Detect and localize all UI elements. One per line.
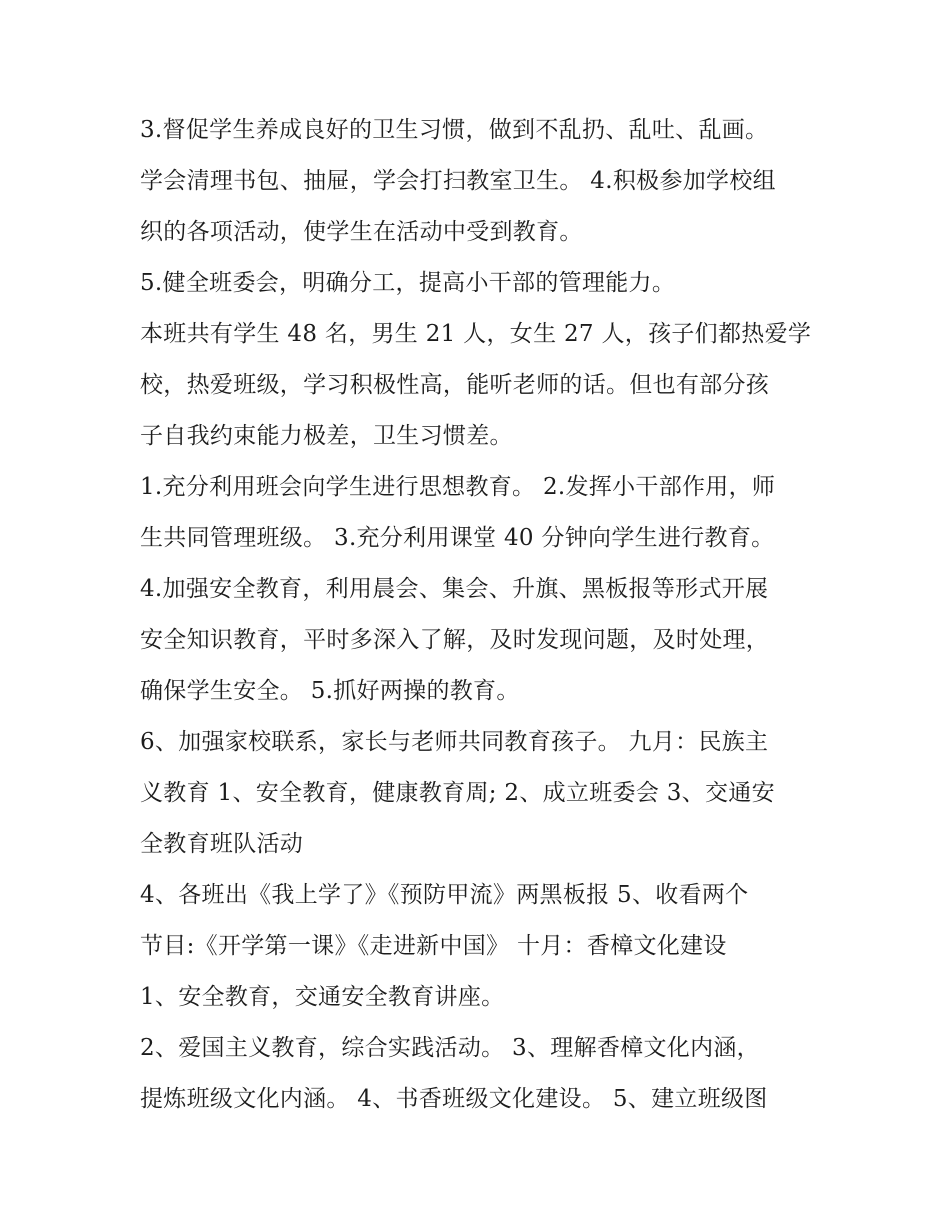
text-line: 提炼班级文化内涵。 4、书香班级文化建设。 5、建立班级图 <box>140 1086 768 1112</box>
text-line: 1、安全教育，交通安全教育讲座。 <box>140 984 505 1010</box>
text-line: 6、加强家校联系，家长与老师共同教育孩子。 九月：民族主 <box>140 729 769 755</box>
text-line: 1.充分利用班会向学生进行思想教育。 2.发挥小干部作用，师 <box>140 474 776 500</box>
text-line: 2、爱国主义教育，综合实践活动。 3、理解香樟文化内涵， <box>140 1035 760 1061</box>
text-line: 生共同管理班级。 3.充分利用课堂 40 分钟向学生进行教育。 <box>140 525 775 551</box>
text-line: 5.健全班委会，明确分工，提高小干部的管理能力。 <box>140 270 676 296</box>
text-line: 校，热爱班级，学习积极性高，能听老师的话。但也有部分孩 <box>140 372 770 398</box>
text-line: 节目:《开学第一课》《走进新中国》 十月：香樟文化建设 <box>140 933 727 959</box>
text-line: 本班共有学生 48 名，男生 21 人，女生 27 人，孩子们都热爱学 <box>140 321 812 347</box>
text-line: 3.督促学生养成良好的卫生习惯，做到不乱扔、乱吐、乱画。 <box>140 117 769 143</box>
text-line: 安全知识教育，平时多深入了解，及时发现问题，及时处理， <box>140 627 770 653</box>
text-line: 4.加强安全教育，利用晨会、集会、升旗、黑板报等形式开展 <box>140 576 769 602</box>
text-line: 确保学生安全。 5.抓好两操的教育。 <box>140 678 520 704</box>
text-line: 全教育班队活动 <box>140 831 304 857</box>
text-line: 4、各班出《我上学了》《预防甲流》两黑板报 5、收看两个 <box>140 882 749 908</box>
text-line: 学会清理书包、抽屉，学会打扫教室卫生。 4.积极参加学校组 <box>140 168 776 194</box>
text-line: 子自我约束能力极差，卫生习惯差。 <box>140 423 513 449</box>
text-line: 织的各项活动，使学生在活动中受到教育。 <box>140 219 583 245</box>
document-body <box>140 105 830 1125</box>
text-line: 义教育 1、安全教育，健康教育周; 2、成立班委会 3、交通安 <box>140 780 775 806</box>
